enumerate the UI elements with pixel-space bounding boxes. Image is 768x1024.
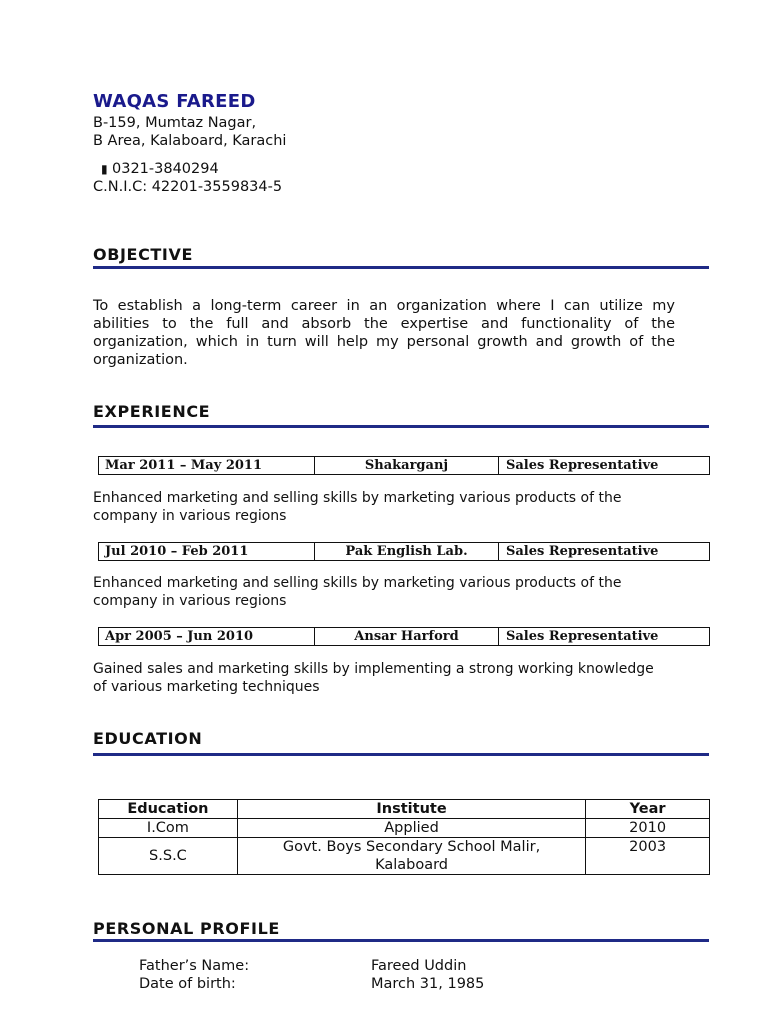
- year-cell: 2010: [586, 819, 710, 838]
- experience-role: Sales Representative: [506, 458, 659, 473]
- experience-role: Sales Representative: [506, 544, 659, 559]
- profile-value-father: Fareed Uddin: [371, 958, 467, 974]
- experience-row-1: [98, 456, 710, 475]
- education-table: [98, 799, 710, 875]
- education-column-header: Education: [99, 800, 238, 819]
- objective-text: To establish a long-term career in an organization where I can utilize my abilities to the full and absorb the expertise and functionality of the organization, which in turn will help my personal growth and growth of the organization.: [93, 298, 675, 368]
- table-row: [99, 838, 710, 875]
- experience-period: Mar 2011 – May 2011: [99, 457, 315, 474]
- profile-value-dob: March 31, 1985: [371, 976, 485, 992]
- phone-icon: ▮: [101, 162, 108, 176]
- experience-description-2: [93, 575, 693, 610]
- institute-cell: Applied: [237, 819, 585, 838]
- cnic-line: C.N.I.C: 42201-3559834-5: [93, 179, 283, 195]
- address-line-1: B-159, Mumtaz Nagar,: [93, 115, 257, 131]
- experience-period: Jul 2010 – Feb 2011: [99, 543, 315, 560]
- experience-description-line: Enhanced marketing and selling skills by marketing various products of the: [93, 490, 622, 506]
- experience-company: Pak English Lab.: [315, 543, 499, 560]
- table-row: [99, 819, 710, 838]
- experience-description-3: [93, 661, 693, 696]
- experience-role: Sales Representative: [506, 629, 659, 644]
- experience-description-line: company in various regions: [93, 592, 287, 609]
- experience-period: Apr 2005 – Jun 2010: [99, 628, 315, 645]
- education-divider: [93, 753, 709, 756]
- personal-profile-divider: [93, 939, 709, 942]
- institute-line: Govt. Boys Secondary School Malir,: [282, 839, 541, 855]
- year-column-header: Year: [586, 800, 710, 819]
- experience-description-line: Gained sales and marketing skills by implementing a strong working knowledge: [93, 661, 654, 677]
- profile-label-father: Father’s Name:: [139, 958, 250, 974]
- experience-description-line: of various marketing techniques: [93, 678, 320, 695]
- education-cell: S.S.C: [99, 838, 238, 875]
- objective-divider: [93, 266, 709, 269]
- experience-company: Shakarganj: [315, 457, 499, 474]
- experience-row-2: [98, 542, 710, 561]
- phone-line: [93, 160, 219, 178]
- personal-profile-heading: PERSONAL PROFILE: [93, 919, 280, 938]
- experience-row-3: [98, 627, 710, 646]
- experience-heading: EXPERIENCE: [93, 402, 211, 421]
- education-cell: I.Com: [99, 819, 238, 838]
- experience-company: Ansar Harford: [315, 628, 499, 645]
- education-header-row: [99, 800, 710, 819]
- profile-label-dob: Date of birth:: [139, 976, 236, 992]
- phone-number: 0321-3840294: [112, 161, 219, 177]
- institute-cell: [237, 838, 585, 875]
- year-cell: 2003: [586, 838, 710, 875]
- institute-column-header: Institute: [237, 800, 585, 819]
- experience-divider: [93, 425, 709, 428]
- experience-description-1: [93, 490, 693, 525]
- experience-description-line: Enhanced marketing and selling skills by marketing various products of the: [93, 575, 622, 591]
- candidate-name: WAQAS FAREED: [93, 91, 256, 112]
- address-line-2: B Area, Kalaboard, Karachi: [93, 133, 287, 149]
- institute-line: Kalaboard: [375, 857, 448, 873]
- experience-description-line: company in various regions: [93, 507, 287, 524]
- objective-heading: OBJECTIVE: [93, 245, 194, 264]
- education-heading: EDUCATION: [93, 729, 203, 748]
